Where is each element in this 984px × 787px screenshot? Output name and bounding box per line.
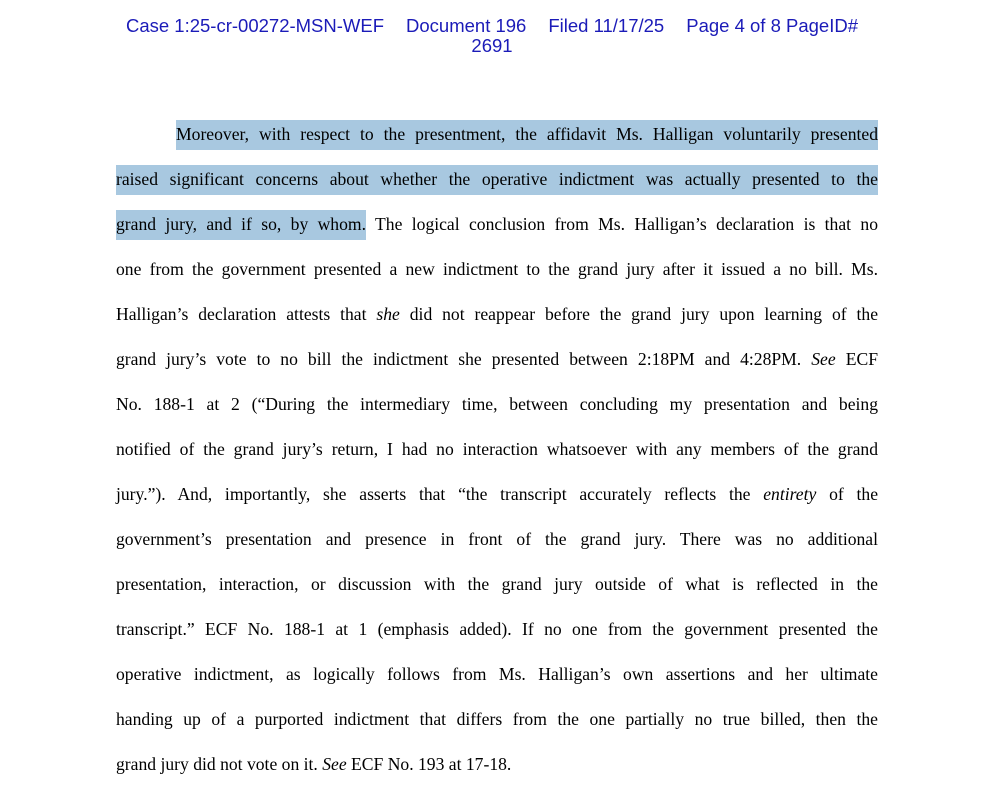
body-paragraph — [116, 112, 878, 787]
page-number: Page 4 of 8 PageID# — [686, 15, 859, 36]
italic-text: entirety — [763, 484, 817, 504]
highlighted-text: raised significant concerns about whether the operative indictment was actually presented to the — [116, 165, 878, 195]
text-line: presentation, interaction, or discussion with the grand jury outside of what is reflected in the — [116, 574, 878, 594]
text-line: grand jury’s vote to no bill the indictment she presented between 2:18PM and 4:28PM. See ECF — [116, 349, 878, 369]
filed-date: Filed 11/17/25 — [548, 15, 665, 36]
italic-text: See — [811, 349, 836, 369]
text-line: transcript.” ECF No. 188-1 at 1 (emphasis added). If no one from the government presented the — [116, 619, 878, 639]
text-line — [116, 157, 878, 202]
text-line: notified of the grand jury’s return, I had no interaction whatsoever with any members of the grand — [116, 439, 878, 459]
text-line: grand jury, and if so, by whom. The logical conclusion from Ms. Halligan’s declaration is that no — [116, 202, 878, 247]
page-id: 2691 — [471, 35, 513, 56]
italic-text: See — [322, 754, 347, 774]
case-header — [0, 16, 984, 36]
highlighted-text: grand jury, and if so, by whom. — [116, 210, 366, 240]
text-line: jury.”). And, importantly, she asserts that “the transcript accurately reflects the entirety of the — [116, 484, 878, 504]
text-line: government’s presentation and presence in front of the grand jury. There was no additional — [116, 529, 878, 549]
text-line: Halligan’s declaration attests that she did not reappear before the grand jury upon learning of the — [116, 304, 878, 324]
text-line: one from the government presented a new indictment to the grand jury after it issued a no bill. Ms. — [116, 259, 878, 279]
text-line: handing up of a purported indictment that differs from the one partially no true billed, then the — [116, 709, 878, 729]
highlighted-text: Moreover, with respect to the presentment, the affidavit Ms. Halligan voluntarily presented — [176, 120, 878, 150]
text-line: grand jury did not vote on it. See ECF No. 193 at 17-18. — [116, 754, 512, 774]
document-number: Document 196 — [406, 15, 527, 36]
italic-text: she — [376, 304, 400, 324]
text-line — [116, 112, 878, 157]
text-line: operative indictment, as logically follows from Ms. Halligan’s own assertions and her ultimate — [116, 664, 878, 684]
case-number: Case 1:25-cr-00272-MSN-WEF — [125, 15, 385, 36]
text-line: No. 188-1 at 2 (“During the intermediary time, between concluding my presentation and being — [116, 394, 878, 414]
